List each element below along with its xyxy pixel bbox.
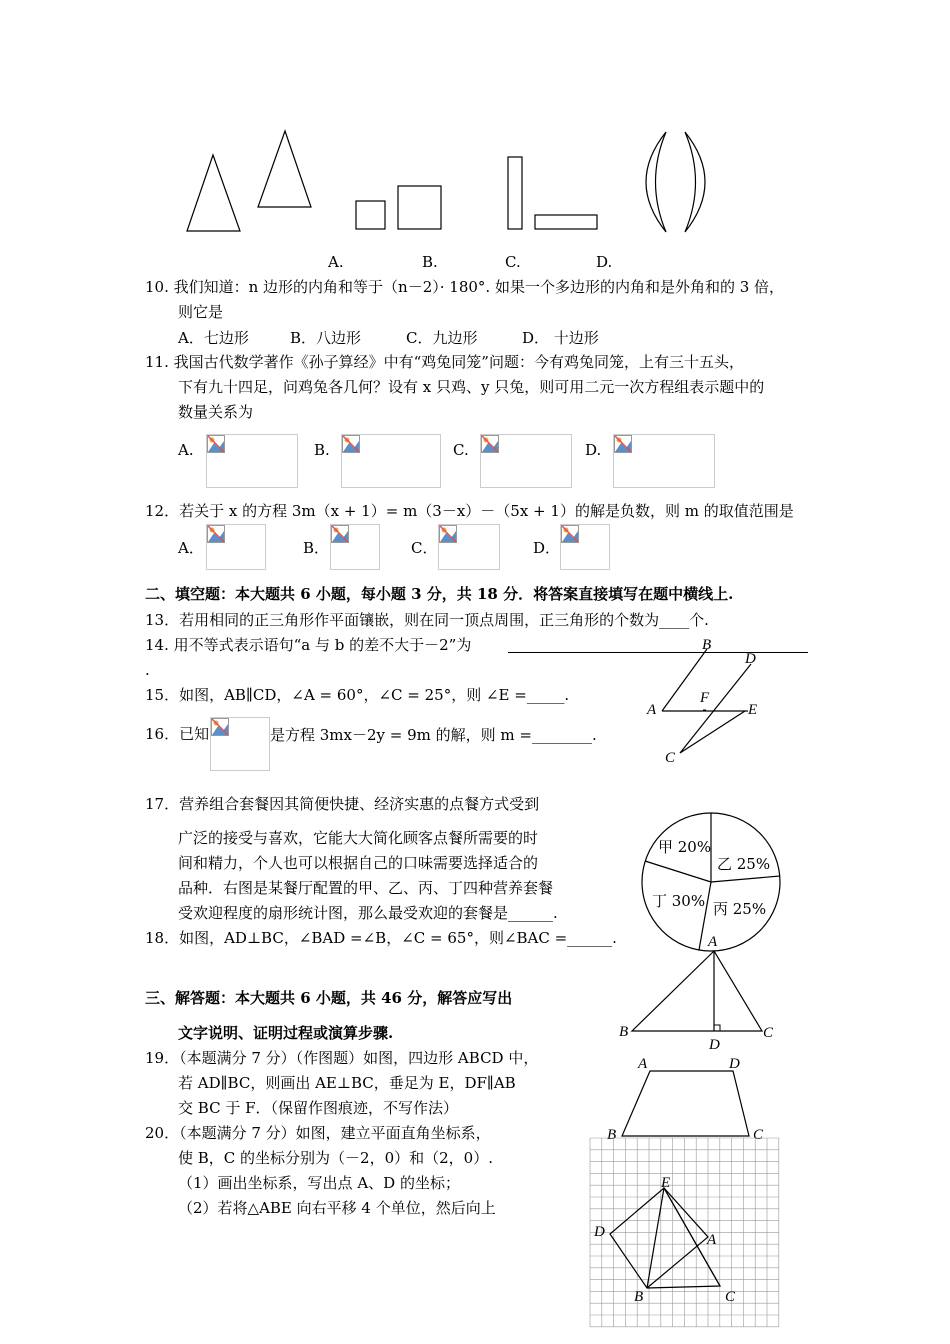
q9-option-a[interactable]: A. — [328, 253, 344, 271]
q16-suffix: 是方程 3mx－2y = 9m 的解，则 m =________. — [270, 726, 597, 744]
q11-option-d-label[interactable]: D. — [585, 441, 602, 459]
q12-option-d-image — [560, 524, 610, 570]
pie-divider-right — [711, 876, 780, 882]
q17-pie-chart — [641, 813, 781, 953]
q20-label-B: B — [634, 1289, 644, 1305]
q17-line3: 间和精力，个人也可以根据自己的口味需要选择适合的 — [178, 854, 539, 872]
q18-figure — [620, 945, 780, 1045]
q17-line2: 广泛的接受与喜欢，它能大大简化顾客点餐所需要的时 — [178, 829, 539, 847]
section3-heading-line2: 文字说明、证明过程或演算步骤. — [178, 1024, 394, 1042]
q11-stem-line1: 11. 我国古代数学著作《孙子算经》中有“鸡兔同笼”问题：今有鸡兔同笼，上有三十五头， — [145, 353, 744, 371]
q12-option-a-image — [206, 524, 266, 570]
pie-label-ding: 丁 30% — [652, 892, 706, 910]
q9-crescent-d1 — [646, 132, 666, 232]
q19-line3: 交 BC 于 F．（保留作图痕迹，不写作法） — [178, 1099, 458, 1117]
q12-option-b-image — [330, 524, 380, 570]
q9-square-b2 — [398, 186, 441, 229]
q10-stem-line2: 则它是 — [178, 303, 224, 321]
broken-image-icon — [614, 435, 632, 453]
q20-line1: 20．（本题满分 7 分）如图，建立平面直角坐标系， — [145, 1124, 491, 1142]
broken-image-icon — [561, 525, 579, 543]
broken-image-icon — [481, 435, 499, 453]
section3-heading-line1: 三、解答题：本大题共 6 小题，共 46 分，解答应写出 — [145, 989, 513, 1007]
q10-option-a[interactable]: A．七边形 — [178, 329, 249, 347]
q20-grid-figure — [590, 1138, 782, 1330]
q9-option-b[interactable]: B. — [422, 253, 438, 271]
broken-image-icon — [207, 435, 225, 453]
q17-line4: 品种．右图是某餐厅配置的甲、乙、丙、丁四种营养套餐 — [178, 879, 554, 897]
q19-label-A: A — [638, 1056, 648, 1072]
q18-label-B: B — [619, 1024, 629, 1040]
q11-option-b-image — [341, 434, 441, 488]
q10-option-b[interactable]: B．八边形 — [290, 329, 362, 347]
q19-trapezoid-figure — [615, 1065, 765, 1145]
broken-image-icon — [211, 718, 229, 736]
q17-line1: 17．营养组合套餐因其简便快捷、经济实惠的点餐方式受到 — [145, 795, 540, 813]
q16-image — [210, 717, 270, 771]
q9-triangle-a1 — [187, 155, 240, 231]
pie-label-jia: 甲 20% — [658, 838, 712, 856]
q20-label-D: D — [594, 1224, 605, 1240]
q15-label-F: F — [700, 690, 710, 706]
q9-triangle-a2 — [258, 131, 311, 207]
q20-label-A: A — [707, 1232, 717, 1248]
q10-option-c[interactable]: C．九边形 — [406, 329, 478, 347]
q9-rect-c1 — [508, 157, 522, 229]
q9-option-d[interactable]: D. — [596, 253, 613, 271]
q19-line2: 若 AD∥BC，则画出 AE⊥BC，垂足为 E，DF∥AB — [178, 1074, 516, 1092]
q11-option-a-label[interactable]: A. — [178, 441, 194, 459]
pie-label-yi: 乙 25% — [717, 855, 771, 873]
q13-text: 13．若用相同的正三角形作平面镶嵌，则在同一顶点周围，正三角形的个数为____个. — [145, 611, 709, 629]
q11-stem-line2: 下有九十四足，问鸡兔各几何？设有 x 只鸡、y 只兔，则可用二元一次方程组表示题中的 — [178, 378, 765, 396]
broken-image-icon — [342, 435, 360, 453]
q9-option-figures — [0, 0, 950, 260]
q11-option-c-label[interactable]: C. — [453, 441, 469, 459]
q12-option-a-label[interactable]: A． — [178, 539, 204, 557]
pie-divider-left — [645, 861, 711, 882]
q17-line5: 受欢迎程度的扇形统计图，那么最受欢迎的套餐是______. — [178, 904, 558, 922]
q9-option-c[interactable]: C. — [505, 253, 521, 271]
q12-stem-line1: 12．若关于 x 的方程 3m（x + 1）= m（3－x）－（5x + 1）的解是负数，则 m 的取值范围是 — [145, 502, 794, 520]
broken-image-icon — [439, 525, 457, 543]
q19-line1: 19．（本题满分 7 分）（作图题）如图，四边形 ABCD 中， — [145, 1049, 539, 1067]
q14-tail: . — [145, 661, 150, 679]
broken-image-icon — [331, 525, 349, 543]
q11-option-a-image — [206, 434, 298, 488]
q16-prefix: 16．已知 — [145, 725, 210, 743]
q15-text: 15．如图，AB∥CD，∠A = 60°，∠C = 25°，则 ∠E =_____. — [145, 686, 570, 704]
q12-option-b-label[interactable]: B． — [303, 539, 330, 557]
q15-label-B: B — [702, 637, 712, 653]
q9-crescent-d2 — [685, 132, 705, 232]
q20-line4: （2）若将△ABE 向右平移 4 个单位，然后向上 — [178, 1199, 496, 1217]
q19-label-B: B — [607, 1127, 617, 1143]
q12-option-c-label[interactable]: C． — [411, 539, 438, 557]
q20-label-E: E — [661, 1175, 671, 1191]
q12-option-d-label[interactable]: D． — [533, 539, 561, 557]
q18-text: 18．如图，AD⊥BC，∠BAD =∠B，∠C = 65°，则∠BAC =______. — [145, 929, 617, 947]
q12-option-c-image — [438, 524, 500, 570]
q9-square-b1 — [356, 201, 385, 229]
q15-label-D: D — [745, 651, 756, 667]
q10-option-d[interactable]: D． 十边形 — [522, 329, 599, 347]
q20-line3: （1）画出坐标系，写出点 A、D 的坐标； — [178, 1174, 460, 1192]
broken-image-icon — [207, 525, 225, 543]
q11-option-b-label[interactable]: B. — [314, 441, 330, 459]
q11-option-c-image — [480, 434, 572, 488]
q18-label-C: C — [763, 1025, 774, 1041]
q19-label-C: C — [753, 1127, 764, 1143]
q14-text: 14. 用不等式表示语句“a 与 b 的差不大于－2”为 — [145, 636, 472, 654]
q11-option-d-image — [613, 434, 715, 488]
q19-label-D: D — [729, 1056, 740, 1072]
q10-stem-line1: 10. 我们知道：n 边形的内角和等于（n－2）· 180°. 如果一个多边形的内角和是外角和的 3 倍， — [145, 278, 785, 296]
q15-label-A: A — [647, 702, 657, 718]
q18-label-D: D — [709, 1037, 720, 1053]
q15-figure — [640, 640, 790, 770]
q20-label-C: C — [725, 1289, 736, 1305]
q11-stem-line3: 数量关系为 — [178, 403, 254, 421]
q15-label-E: E — [748, 702, 758, 718]
pie-label-bing: 丙 25% — [713, 900, 767, 918]
q20-line2: 使 B，C 的坐标分别为（－2，0）和（2，0）. — [178, 1149, 493, 1167]
q18-label-A: A — [708, 934, 718, 950]
section2-heading: 二、填空题：本大题共 6 小题，每小题 3 分，共 18 分．将答案直接填写在题中横线上. — [145, 585, 734, 603]
q15-label-C: C — [665, 750, 676, 766]
q9-rect-c2 — [535, 215, 597, 229]
q20-triangle-abe — [647, 1188, 708, 1288]
